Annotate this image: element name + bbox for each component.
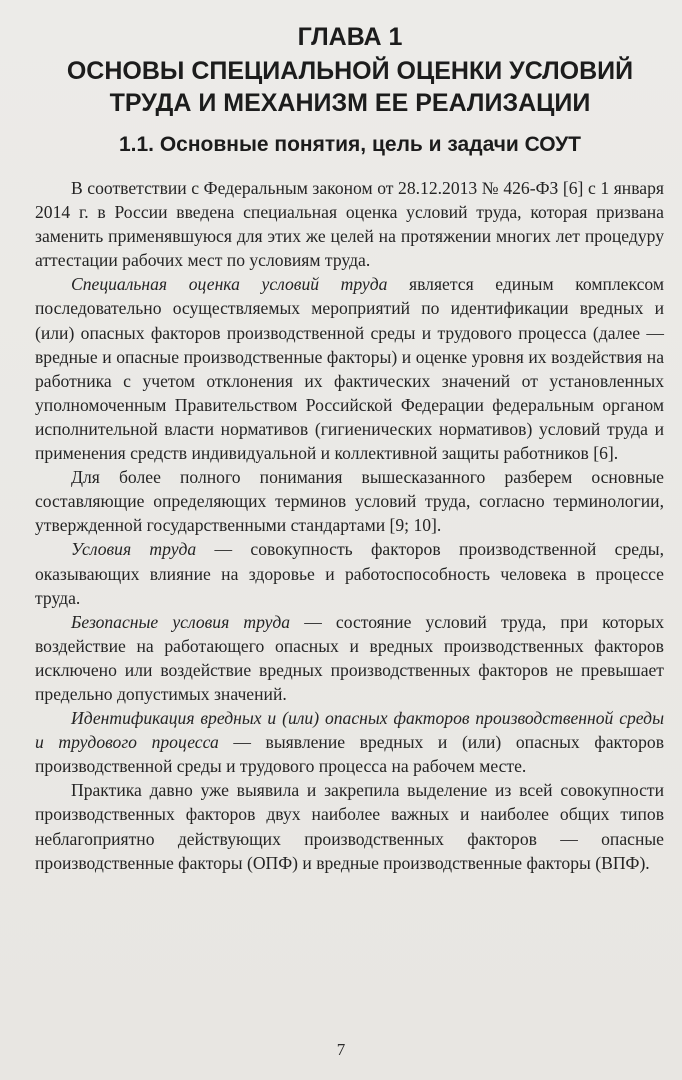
paragraph-text: — совокупность факторов производственной среды, оказывающих влияние на здоровье и работоспособность человека в процессе труда. xyxy=(35,539,665,608)
paragraph-text: Для более полного понимания вышесказанного разберем основные составляющие определяющих терминов условий труда, согласно терминологии, утвержденной государственными стандартами [9; 10]. xyxy=(35,467,664,536)
paragraph-3 xyxy=(35,465,664,537)
paragraph-text: — выявление вредных и (или) опасных факторов производственной среды и трудового процесса на рабочем месте. xyxy=(35,732,665,777)
term-special-assessment: Специальная оценка условий труда xyxy=(71,274,388,295)
body-text xyxy=(35,176,664,875)
paragraph-5 xyxy=(35,610,664,706)
paragraph-text: Практика давно уже выявила и закрепила выделение из всей совокупности производственных факторов двух наиболее важных и наиболее общих типов неблагоприятно действующих производственных факторов — опасные производственные факторы (ОПФ) и вредные производственные факторы (ВПФ). xyxy=(35,780,664,873)
paragraph-text: является единым комплексом последовательно осуществляемых мероприятий по идентификации вредных и (или) опасных факторов производственной среды и трудового процесса (далее — вредные и опасные производственные факторы) и оценке уровня их воздействия на работника с учетом отклонения их фактических значений от установленных уполномоченным Правительством Российской Федерации федеральным органом исполнительной власти нормативов (гигиенических нормативов) условий труда и применения средств индивидуальной и коллективной защиты работников [6]. xyxy=(35,274,664,464)
paragraph-text: — состояние условий труда, при которых воздействие на работающего опасных и вредных производственных факторов исключено или воздействие вредных производственных факторов не превышает предельно допустимых значений. xyxy=(35,611,664,704)
chapter-title-line-1: ОСНОВЫ СПЕЦИАЛЬНОЙ ОЦЕНКИ УСЛОВИЙ xyxy=(66,57,634,85)
paragraph-6 xyxy=(35,706,664,778)
chapter-title-line-2: ТРУДА И МЕХАНИЗМ ЕЕ РЕАЛИЗАЦИИ xyxy=(109,89,591,117)
paragraph-1 xyxy=(35,176,664,272)
term-safe-conditions: Безопасные условия труда xyxy=(71,611,291,632)
paragraph-7 xyxy=(35,778,664,874)
paragraph-text: В соответствии с Федеральным законом от 28.12.2013 № 426-ФЗ [6] с 1 января 2014 г. в России введена специальная оценка условий труда, которая призвана заменить применявшуюся для этих же целей на протяжении многих лет процедуру аттестации рабочих мест по условиям труда. xyxy=(35,178,664,271)
chapter-label: ГЛАВА 1 xyxy=(297,23,403,51)
paragraph-4 xyxy=(35,537,664,609)
term-working-conditions: Условия труда xyxy=(71,539,197,560)
term-identification: Идентификация вредных и (или) опасных факторов производственной среды и трудового процесса xyxy=(35,708,664,753)
section-title: 1.1. Основные понятия, цель и задачи СОУТ xyxy=(118,133,582,156)
paragraph-2 xyxy=(35,272,664,465)
page-number: 7 xyxy=(336,1040,346,1059)
